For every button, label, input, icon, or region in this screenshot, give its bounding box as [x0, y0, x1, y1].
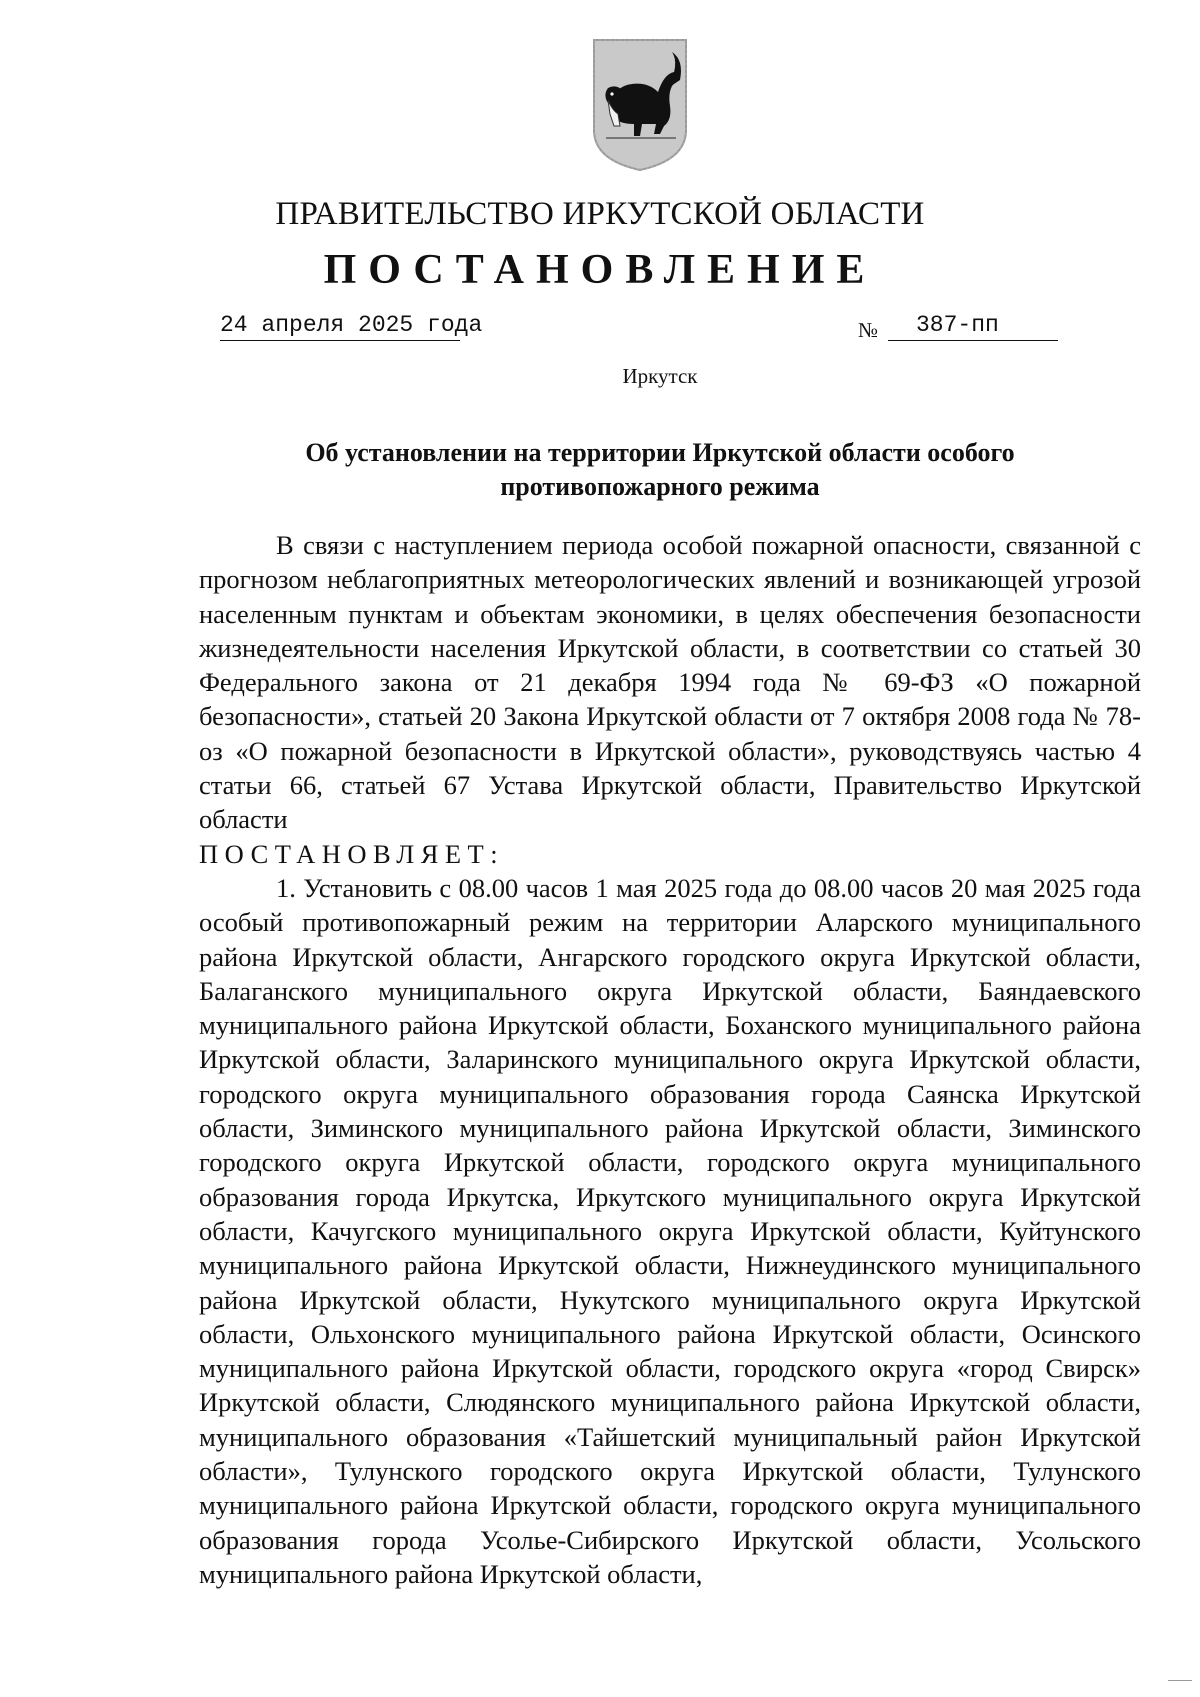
- page-edge-mark: [1168, 1680, 1192, 1681]
- resolves-line: ПОСТАНОВЛЯЕТ:: [199, 838, 505, 869]
- document-date: 24 апреля 2025 года: [220, 312, 460, 341]
- city: Иркутск: [622, 364, 698, 388]
- document-type: ПОСТАНОВЛЕНИЕ: [323, 247, 877, 293]
- document-title: Об установлении на территории Иркутской области особого противопожарного режима: [305, 438, 1015, 501]
- document-number: 387-пп: [888, 312, 1058, 341]
- preamble-paragraph: В связи с наступлением периода особой пожарной опасности, связанной с прогнозом неблагоприятных метеорологических явлений и возникающей угрозой населенным пунктам и объектам экономики, в целях обеспечения безопасности жизнедеятельности населения Иркутской области, в соответствии со статьей 30 Федерального закона от 21 декабря 1994 года № 69-ФЗ «О пожарной безопасности», статьей 20 Закона Иркутской области от 7 октября 2008 года № 78-оз «О пожарной безопасности в Иркутской области», руководствуясь частью 4 статьи 66, статьей 67 Устава Иркутской области, Правительство Иркутской области: [199, 530, 1141, 835]
- document-body: [199, 528, 1141, 1591]
- item-1-paragraph: 1. Установить с 08.00 часов 1 мая 2025 года до 08.00 часов 20 мая 2025 года особый противопожарный режим на территории Аларского муниципального района Иркутской области, Ангарского городского округа Иркутской области, Балаганского муниципального округа Иркутской области, Баяндаевского муниципального района Иркутской области, Боханского муниципального района Иркутской области, Заларинского муниципального округа Иркутской области, городского округа муниципального образования города Саянска Иркутской области, Зиминского муниципального района Иркутской области, Зиминского городского округа Иркутской области, городского округа муниципального образования города Иркутска, Иркутского муниципального округа Иркутской области, Качугского муниципального округа Иркутской области, Куйтунского муниципального района Иркутской области, Нижнеудинского муниципального района Иркутской области, Нукутского муниципального округа Иркутской области, Ольхонского муниципального района Иркутской области, Осинского муниципального района Иркутской области, городского округа «город Свирск» Иркутской области, Слюдянского муниципального района Иркутской области, муниципального образования «Тайшетский муниципальный район Иркутской области», Тулунского городского округа Иркутской области, Тулунского муниципального района Иркутской области, городского округа муниципального образования города Усолье-Сибирского Иркутской области, Усольского муниципального района Иркутской области,: [199, 872, 1141, 1589]
- government-name: ПРАВИТЕЛЬСТВО ИРКУТСКОЙ ОБЛАСТИ: [275, 196, 925, 232]
- coat-of-arms-emblem: [588, 34, 692, 174]
- number-sign: №: [858, 318, 879, 342]
